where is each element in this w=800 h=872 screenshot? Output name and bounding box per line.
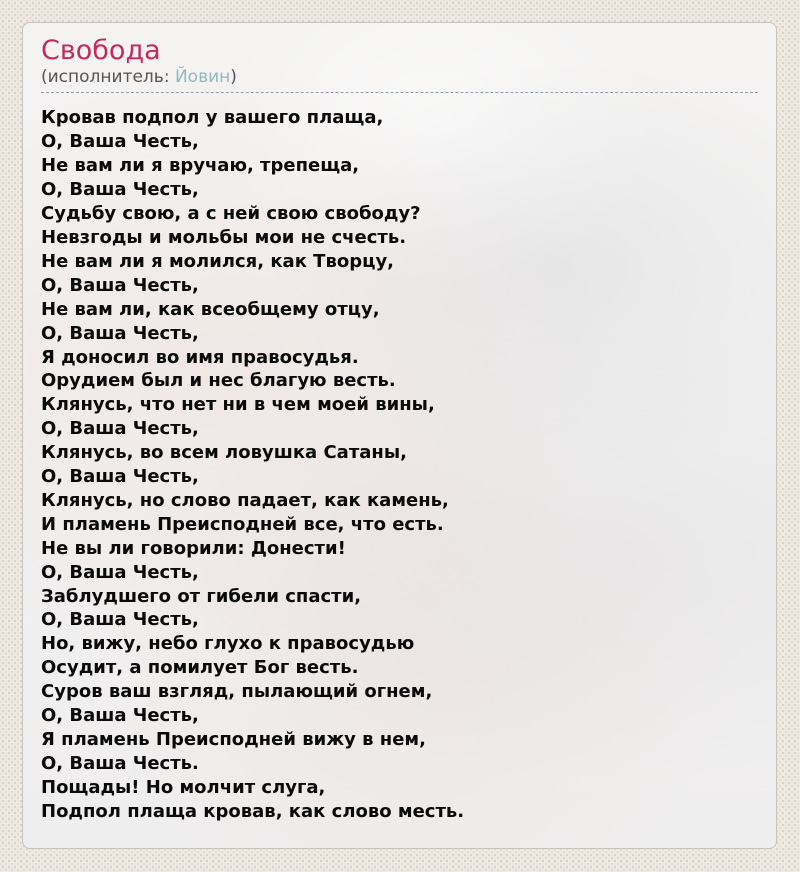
artist-label-suffix: ) [230,67,237,88]
lyric-line: Но, вижу, небо глухо к правосудью [41,633,415,655]
lyric-line: Судьбу свою, а с ней свою свободу? [41,203,421,225]
lyric-line: Не вам ли я вручаю, трепеща, [41,155,360,177]
lyric-line: О, Ваша Честь, [41,418,199,440]
lyric-line: Клянусь, но слово падает, как камень, [41,489,449,511]
lyric-line: О, Ваша Честь, [41,705,199,727]
lyric-line: Кровав подпол у вашего плаща, [41,107,384,129]
lyric-line: О, Ваша Честь. [41,752,199,774]
lyric-line: Клянусь, во всем ловушка Сатаны, [41,442,407,464]
lyric-line: Не вы ли говорили: Донести! [41,537,346,559]
lyric-line: Я доносил во имя правосудья. [41,346,359,368]
lyrics-text [41,106,758,823]
lyric-line: О, Ваша Честь, [41,322,199,344]
lyric-line: О, Ваша Честь, [41,609,199,631]
lyric-line: Пощады! Но молчит слуга, [41,776,326,798]
lyric-line: О, Ваша Честь, [41,131,199,153]
lyric-line: Осудит, а помилует Бог весть. [41,657,359,679]
lyric-line: О, Ваша Честь, [41,274,199,296]
lyric-line: О, Ваша Честь, [41,179,199,201]
song-header [41,35,758,93]
artist-label-prefix: (исполнитель: [41,67,175,88]
lyric-line: Суров ваш взгляд, пылающий огнем, [41,681,433,703]
lyric-line: Заблудшего от гибели спасти, [41,585,362,607]
lyric-line: Орудием был и нес благую весть. [41,370,396,392]
lyric-line: Невзгоды и мольбы мои не счесть. [41,226,407,248]
lyric-line: Не вам ли, как всеобщему отцу, [41,298,380,320]
lyric-line: Я пламень Преисподней вижу в нем, [41,729,426,750]
lyric-line: И пламень Преисподней все, что есть. [41,513,444,535]
artist-link[interactable]: Йовин [174,67,231,88]
lyrics-card [22,22,777,849]
lyric-line: Клянусь, что нет ни в чем моей вины, [41,394,435,416]
lyric-line: Подпол плаща кровав, как слово месть. [41,800,465,822]
lyric-line: О, Ваша Честь, [41,466,199,488]
artist-line [41,67,758,87]
lyric-line: Не вам ли я молился, как Творцу, [41,250,395,272]
lyric-line: О, Ваша Честь, [41,561,199,583]
page-title: Свобода [41,35,161,66]
